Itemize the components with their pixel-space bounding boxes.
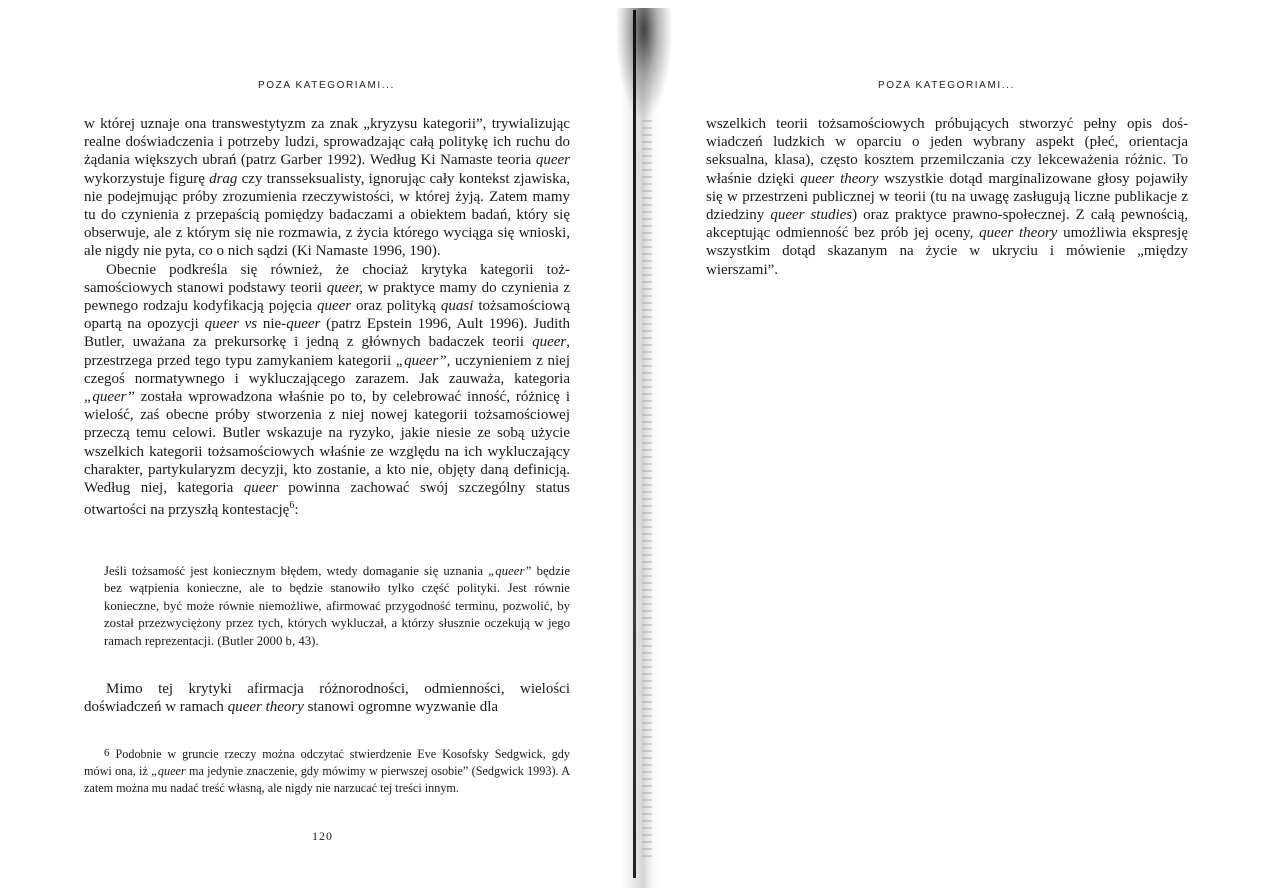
left-main-text <box>84 115 570 519</box>
paragraph: Obecnie podkreśla się również, że chociaż krytyka kategorii tożsamościowych stanowi podstawy teorii queer, w praktyce mamy do czynienia z pewnego rodzaju kodyfikacją pojęcia queer oraz polityką quasi tożsamościową opartą na opozycji queer vs nie-queer (patrz Epstein 1996, Ault 1996). Judith Butler, uważana za prekursorkę i jedną z głównych badaczek teorii queer, przestrzega przed tego typu zamykaniem kategorii „queer”, uczynieniem z niej czegoś normatywnego i wykluczającego zarazem. Jak zauważa, kategoria „queer” została wprowadzona właśnie po to, by celebrować inność, różnicę i wielość, zaś obecne próby stworzenia z niej nowej kategorii tożsamościowej przeczą temu celowi. Butler wskazuje na ryzyko, jakie niesie ze sobą użycie wszelkich kategorii tożsamościowych właśnie ze względu na ich wykluczający charakter, partykularyzm decyzji, kto zostanie, a kto nie, objęty daną definicją. Według niej, kategoria queer powinna zachować swój szczególny status otwartości na przyszłą kontestację$^6$: <box>84 261 571 519</box>
running-head-right: POZA KATEGORIAMI... <box>878 80 1015 91</box>
right-page <box>680 0 1262 894</box>
paragraph: wszelkich teorii tożsamościowych próbujących stworzyć pełny opis doświadczeń ludzkich w oparciu o jeden wybrany aspekt (płeć, orientacja seksualna, klasa), często kosztem przemilczania czy lekceważenia różnic. To właśnie dzięki queer theory wszystkie dotąd marginalizowane głosy pojawiły się w przestrzeni publicznej w teorii (tu na uwagę zasługują liczne publikacje z dziedziny queer studies) oraz praktyce prawno-społecznej. Z całą pewnością, akceptując odmienność bez prób jej oceny, queer theory umożliwia ekspresję wszystkim dotąd skazanym na życie w ukryciu i mówienie „między wierszami”. <box>706 116 1188 278</box>
right-main-text <box>706 115 1188 279</box>
footnote-reference: 6 <box>289 500 295 512</box>
page-number: 120 <box>312 829 333 843</box>
block-quote: Jeśli tożsamość jest koniecznym błędem, wtedy domaganie się uznania „queer” będzie bez wątpienia konieczne, ale to będzie stanowiło tylko część polityki. Jest równie konieczne, być może równie niemożliwe, afirmować przygodność terminu, pozwolić, by został przezwyciężony przez tych, których wykluczał, a którzy słusznie oczekują w jego ramach reprezentacji. (Butler 2000 b, 43). <box>104 564 570 648</box>
running-head-left: POZA KATEGORIAMI... <box>258 80 395 91</box>
left-page <box>0 0 612 894</box>
footnote-number: 6 <box>104 747 110 759</box>
footnote: 6 Podobnie w gruncie rzeczy można odczytać stwierdzenie Eve Kosofsky Sedgwick, gdy mówi ona, iż „queer ma jedynie znaczenie, gdy mówimy w pierwszej osobie” (Sedgwick 1993). A zatem można mu nadać treść własną, ale nigdy nie narzucać tej treści innym. <box>84 747 570 795</box>
paragraph: w której uznaje ona transwestytyzm za znak „kryzysu kategorii”, trywializując realne doświadczenia i potrzeby ludzi, sprowadzając całą politykę ich ruchu do żądania większych ubrań (patrz Garber 1992). Według Ki Namaste teoria queer wykorzystuje figurę drag czy transseksualisty, ignorując cały kontekst zjawiska, nie podejmując próby zrozumienia rzeczywistości, w której żyją. Zatem mamy tu do czynienia z przepaścią pomiędzy badaczami a obiektem badań, który się obserwuje, ale z którym się nie rozmawia, z życia którego wyciąga się wnioski, ale nigdy nie pyta, co o nich sądzi (Ki Namaste 1996, 190). <box>84 116 570 260</box>
paragraph: Mimo tej krytyki afirmacja różnorodności, odmienności, wielości doświadczeń w ramach queer theory stanowi ogromne wyzwanie dla <box>84 681 570 716</box>
book-gutter <box>600 0 680 894</box>
